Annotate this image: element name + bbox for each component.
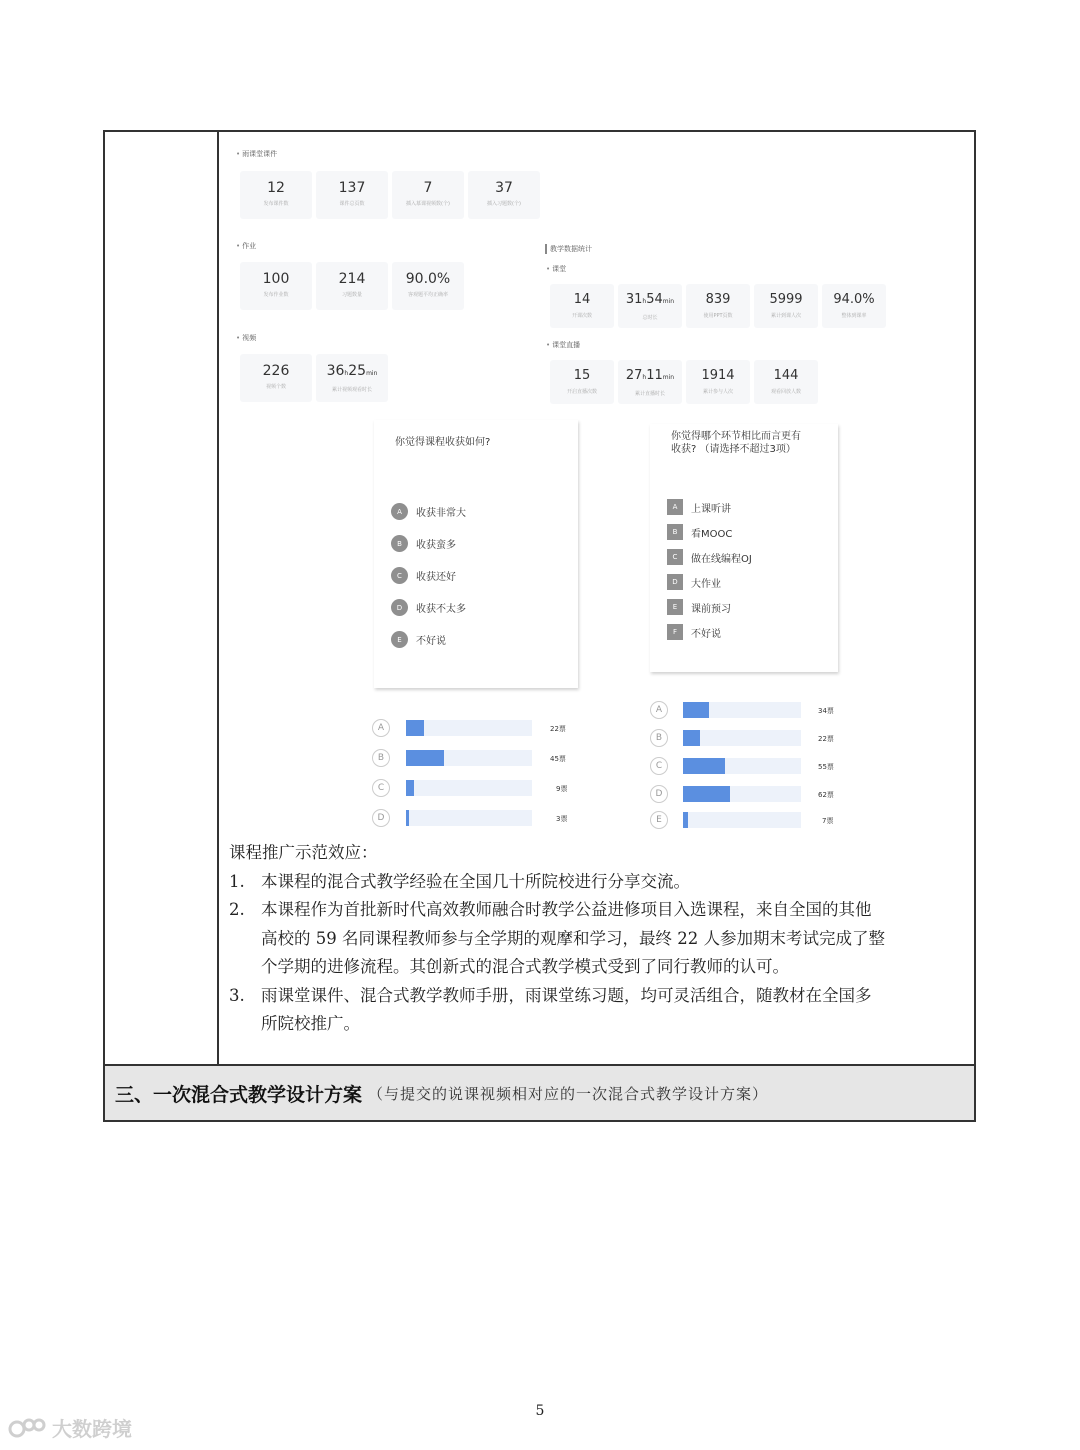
poll2-option[interactable]: E 课前预习 [667, 599, 731, 615]
section3-header [105, 1066, 974, 1120]
watermark-logo-icon [8, 1416, 46, 1440]
result-bar [683, 786, 730, 802]
result-votes: 34票 [818, 707, 834, 715]
result-votes: 45票 [550, 755, 566, 763]
result-row: A [650, 701, 668, 719]
page-number: 5 [535, 1403, 545, 1419]
poll2-option[interactable]: C 做在线编程OJ [667, 549, 752, 565]
stat-card: 839 使用PPT页数 [686, 284, 750, 328]
result-votes: 55票 [818, 763, 834, 771]
list-item: 1. 本课程的混合式教学经验在全国几十所院校进行分享交流。 [229, 871, 690, 891]
result-bar [683, 758, 725, 774]
stat-card: 14 开课次数 [550, 284, 614, 328]
result-bar [683, 730, 700, 746]
table-column-divider [217, 131, 219, 1066]
stat-card: 7 插入慕课视频数(个) [392, 171, 464, 219]
stat-card: 27h11min 累计直播时长 [618, 360, 682, 404]
poll2-option[interactable]: D 大作业 [667, 574, 721, 590]
result-row: D [650, 785, 668, 803]
poll2-card [650, 424, 838, 672]
stat-card: 94.0% 整体到课率 [822, 284, 886, 328]
result-track [406, 750, 532, 766]
result-track [683, 702, 801, 718]
stat-card: 15 开启直播次数 [550, 360, 614, 404]
poll2-question: 你觉得哪个环节相比而言更有 收获? （请选择不超过3项） [671, 431, 801, 455]
watermark: 大数跨境 [8, 1413, 132, 1442]
poll1-results [372, 716, 582, 832]
stat-card: 90.0% 客观题平均正确率 [392, 262, 464, 310]
result-bar [683, 812, 688, 828]
result-track [683, 786, 801, 802]
poll2-option[interactable]: B 看MOOC [667, 524, 732, 540]
poll1-card [374, 420, 578, 688]
poll1-option[interactable]: C 收获还好 [391, 567, 456, 584]
courseware-label: • 雨课堂课件 [236, 149, 277, 159]
stat-card: 31h54min 总时长 [618, 284, 682, 328]
section3-heading: 三、一次混合式教学设计方案 [115, 1083, 363, 1106]
result-track [683, 812, 801, 828]
list-item: 3. 雨课堂课件、混合式教学教师手册，雨课堂练习题，均可灵活组合，随教材在全国多 所院校推广。 [229, 985, 872, 1033]
result-bar [406, 780, 414, 796]
result-votes: 62票 [818, 791, 834, 799]
section3-note: （与提交的说课视频相对应的一次混合式教学设计方案） [368, 1084, 769, 1103]
promotion-section [229, 839, 971, 1039]
stat-card: 100 发布作业数 [240, 262, 312, 310]
result-votes: 3票 [556, 815, 568, 823]
stat-card: 5999 累计到课人次 [754, 284, 818, 328]
poll1-option[interactable]: A 收获非常大 [391, 503, 466, 520]
result-bar [683, 702, 709, 718]
poll1-question: 你觉得课程收获如何? [395, 437, 491, 448]
result-bar [406, 810, 409, 826]
result-row: B [650, 729, 668, 747]
result-track [406, 720, 532, 736]
result-votes: 7票 [822, 817, 834, 825]
result-track [683, 730, 801, 746]
result-row: B [372, 749, 390, 767]
stat-card: 214 习题数量 [316, 262, 388, 310]
homework-label: • 作业 [236, 241, 256, 251]
result-row: C [372, 779, 390, 797]
stat-card: 137 课件总页数 [316, 171, 388, 219]
result-votes: 9票 [556, 785, 568, 793]
poll1-option[interactable]: E 不好说 [391, 631, 446, 648]
teaching-stats-title: 教学数据统计 [545, 244, 592, 254]
result-bar [406, 750, 444, 766]
result-votes: 22票 [818, 735, 834, 743]
result-row: D [372, 809, 390, 827]
stat-card: 36h25min 累计视频观看时长 [316, 354, 388, 402]
stat-card: 37 插入习题数(个) [468, 171, 540, 219]
poll1-option[interactable]: D 收获不太多 [391, 599, 466, 616]
poll2-option[interactable]: F 不好说 [667, 624, 721, 640]
stat-card: 226 视频个数 [240, 354, 312, 402]
list-item: 2. 本课程作为首批新时代高效教师融合时教学公益进修项目入选课程，来自全国的其他 高校的 59 名同课程教师参与全学期的观摩和学习，最终 22 人参加期末考试完成了整 个学期的进修流程。其创新式的混合式教学模式受到了同行教师的认可。 [229, 900, 885, 976]
live-label: • 课堂直播 [546, 340, 580, 350]
classroom-label: • 课堂 [546, 264, 566, 274]
result-row: A [372, 719, 390, 737]
result-row: E [650, 811, 668, 829]
result-row: C [650, 757, 668, 775]
result-track [406, 810, 532, 826]
result-votes: 22票 [550, 725, 566, 733]
stat-card: 1914 累计参与人次 [686, 360, 750, 404]
result-track [406, 780, 532, 796]
poll2-option[interactable]: A 上课听讲 [667, 499, 731, 515]
poll2-results [650, 698, 842, 830]
result-bar [406, 720, 424, 736]
stat-card: 144 观看回放人数 [754, 360, 818, 404]
stat-card: 12 发布课件数 [240, 171, 312, 219]
poll1-option[interactable]: B 收获蛮多 [391, 535, 456, 552]
result-track [683, 758, 801, 774]
video-label: • 视频 [236, 333, 256, 343]
promotion-heading: 课程推广示范效应： [229, 843, 378, 862]
